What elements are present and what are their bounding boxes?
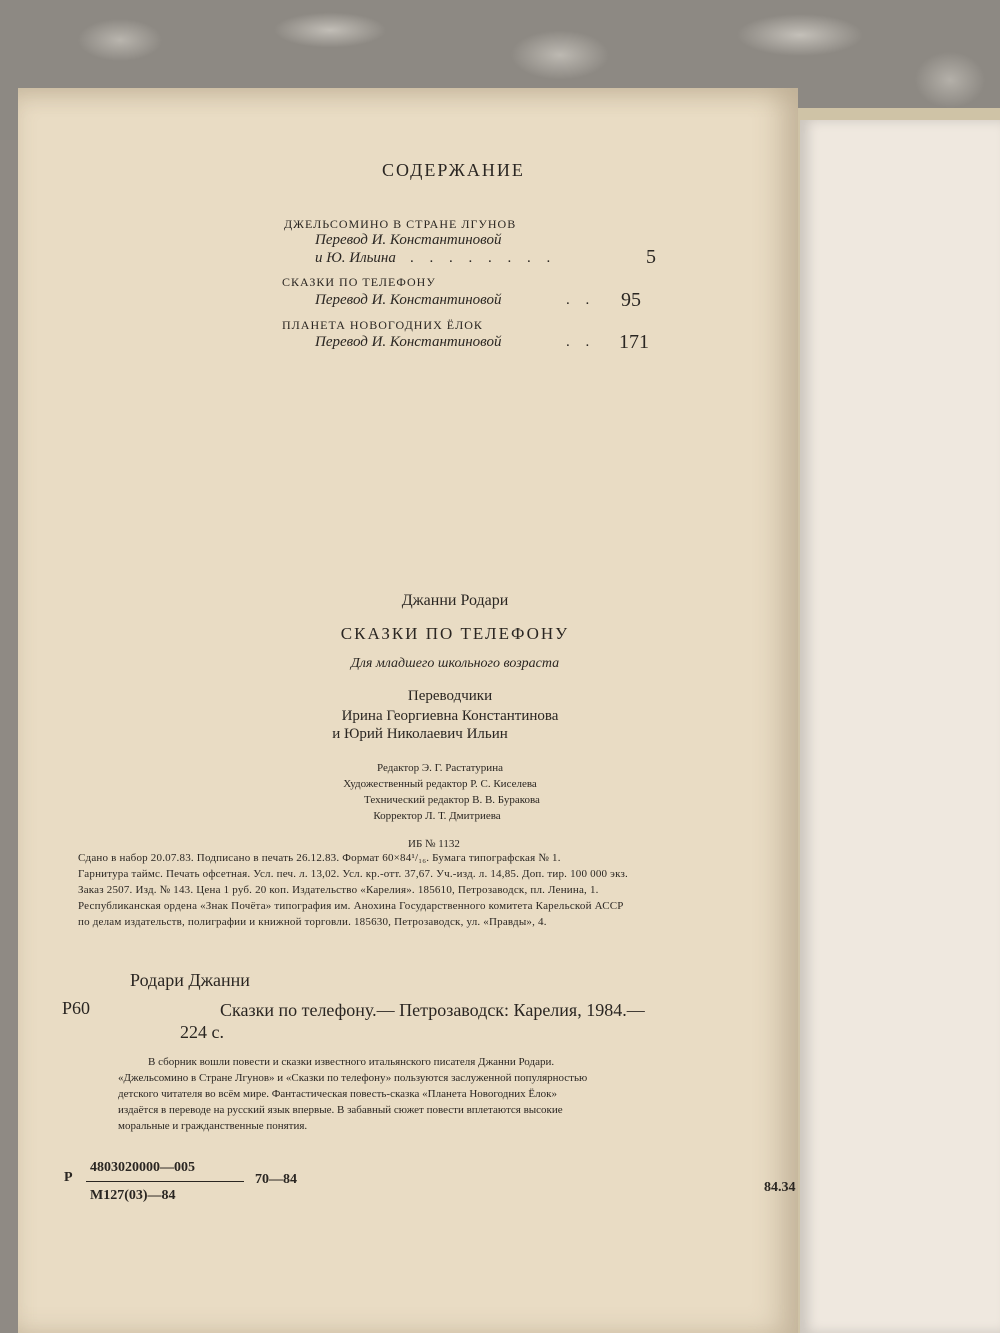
- catalog-heading: Родари Джанни: [130, 970, 250, 990]
- credit-proofreader: Корректор Л. Т. Дмитриева: [373, 810, 501, 822]
- imprint-line-4: Республиканская ордена «Знак Почёта» типография им. Анохина Государственного комитета Карельской АССР: [78, 900, 624, 912]
- translators-label: Переводчики: [407, 688, 493, 704]
- toc-page-1: 5: [646, 246, 656, 268]
- annotation-line-2: «Джельсомино в Стране Лгунов» и «Сказки по телефону» пользуются заслуженной популярностью: [118, 1072, 588, 1084]
- classification-suffix: 70—84: [255, 1172, 297, 1187]
- toc-entry-translator-1b: и Ю. Ильина: [315, 250, 396, 266]
- catalog-line-1: Сказки по телефону.— Петрозаводск: Карелия, 1984.—: [220, 1000, 645, 1020]
- credit-art-editor: Художественный редактор Р. С. Киселева: [343, 778, 537, 790]
- toc-entry-translator-1: Перевод И. Константиновой: [315, 232, 502, 248]
- imprint-line-3: Заказ 2507. Изд. № 143. Цена 1 руб. 20 коп. Издательство «Карелия». 185610, Петрозаводск, пл. Ленина, 1.: [78, 884, 599, 896]
- catalog-line-2: 224 с.: [180, 1022, 224, 1042]
- toc-title: СОДЕРЖАНИЕ: [382, 160, 525, 180]
- imprint-line-1: Сдано в набор 20.07.83. Подписано в печать 26.12.83. Формат 60×84¹/₁₆. Бумага типографская № 1.: [78, 852, 561, 864]
- annotation-line-4: издаётся в переводе на русский язык впервые. В забавный сюжет повести вплетаются высокие: [118, 1104, 563, 1116]
- toc-entry-title-3: ПЛАНЕТА НОВОГОДНИХ ЁЛОК: [282, 318, 483, 332]
- toc-entry-title-1: ДЖЕЛЬСОМИНО В СТРАНЕ ЛГУНОВ: [284, 217, 517, 231]
- toc-dots-3: . .: [566, 334, 596, 350]
- annotation-line-1: В сборник вошли повести и сказки известного итальянского писателя Джанни Родари.: [148, 1056, 555, 1068]
- book-title: СКАЗКИ ПО ТЕЛЕФОНУ: [340, 624, 570, 643]
- credit-editor: Редактор Э. Г. Растатурина: [377, 762, 503, 774]
- book-author: Джанни Родари: [401, 592, 509, 609]
- toc-page-2: 95: [621, 289, 641, 311]
- catalog-code: Р60: [62, 998, 91, 1018]
- annotation-line-3: детского читателя во всём мире. Фантастическая повесть-сказка «Планета Новогодних Ёлок»: [118, 1088, 557, 1100]
- classification-denominator: М127(03)—84: [90, 1188, 176, 1203]
- fraction-line: [86, 1181, 244, 1182]
- classification-numerator: 4803020000—005: [90, 1160, 195, 1175]
- credit-tech-editor: Технический редактор В. В. Буракова: [364, 794, 540, 806]
- toc-entry-title-2: СКАЗКИ ПО ТЕЛЕФОНУ: [282, 275, 436, 289]
- right-blank-page: [800, 120, 1000, 1333]
- imprint-line-2: Гарнитура таймс. Печать офсетная. Усл. печ. л. 13,02. Усл. кр.-отт. 37,67. Уч.-изд. л. 14,85. Доп. тир. 100 000 экз.: [78, 868, 629, 880]
- translator-name-2: и Юрий Николаевич Ильин: [332, 726, 508, 742]
- ib-number: ИБ № 1132: [408, 838, 460, 850]
- book-audience: Для младшего школьного возраста: [350, 656, 560, 671]
- classification-prefix: Р: [64, 1170, 73, 1185]
- toc-dots-1: . . . . . . . .: [410, 250, 557, 266]
- annotation-line-5: моральные и гражданственные понятия.: [118, 1120, 308, 1132]
- translator-name-1: Ирина Георгиевна Константинова: [341, 708, 559, 724]
- toc-dots-2: . .: [566, 292, 596, 308]
- toc-entry-translator-2: Перевод И. Константиновой: [315, 292, 502, 308]
- imprint-line-5: по делам издательств, полиграфии и книжной торговли. 185630, Петрозаводск, ул. «Правды», 4.: [78, 916, 547, 928]
- toc-entry-translator-3: Перевод И. Константиновой: [315, 334, 502, 350]
- toc-page-3: 171: [619, 331, 649, 353]
- bbk-code: 84.34: [764, 1180, 796, 1195]
